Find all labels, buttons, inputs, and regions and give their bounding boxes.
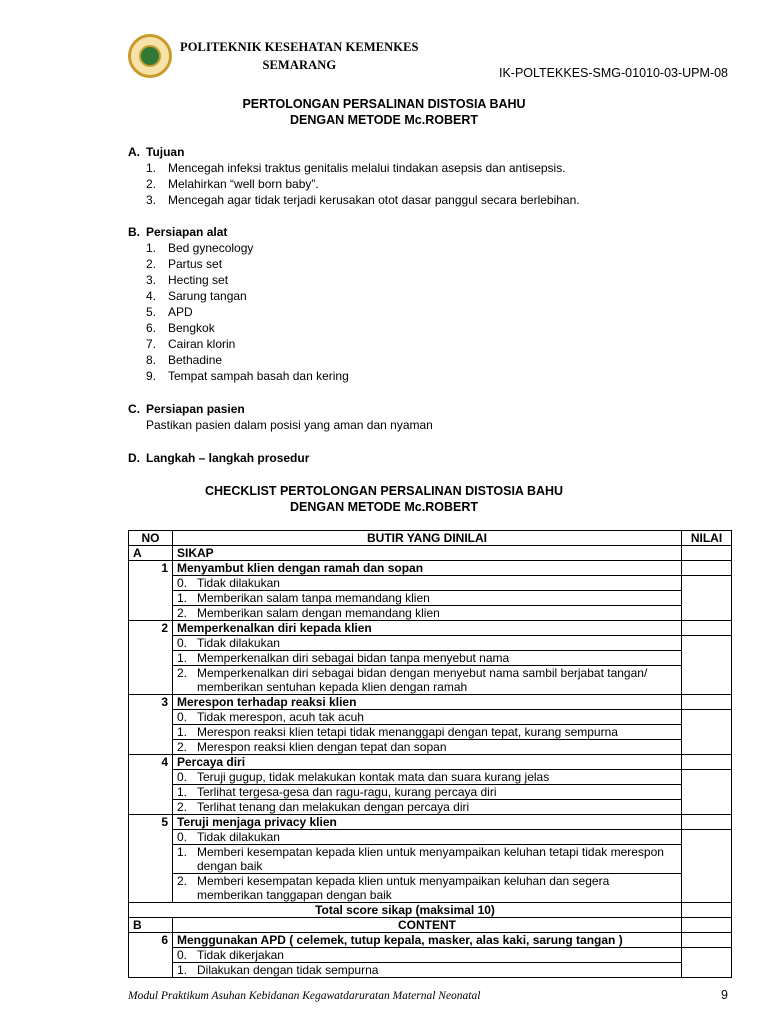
- score-input-cell[interactable]: [682, 770, 732, 815]
- option-row: [129, 785, 732, 800]
- item-number: 5: [129, 815, 173, 903]
- option-row: [129, 725, 732, 740]
- option-text: Memberikan salam dengan memandang klien: [197, 606, 440, 620]
- list-item: [128, 304, 349, 320]
- list-item-number: 2.: [146, 177, 157, 191]
- option-text: Terlihat tergesa-gesa dan ragu-ragu, kurang percaya diri: [197, 785, 497, 799]
- document-title: [0, 96, 768, 128]
- col-header-score: NILAI: [682, 531, 732, 546]
- section-persiapan-alat: [128, 224, 349, 384]
- score-cell: [682, 561, 732, 576]
- option-row: [129, 576, 732, 591]
- item-title: Percaya diri: [173, 755, 682, 770]
- option-number: 2.: [177, 874, 188, 888]
- list-item-text: Hecting set: [168, 273, 229, 287]
- total-row: [129, 903, 732, 918]
- institution-name-line1: POLITEKNIK KESEHATAN KEMENKES: [180, 40, 419, 54]
- section-langkah: [128, 450, 309, 466]
- list-item-text: Bengkok: [168, 321, 215, 335]
- option-number: 0.: [177, 948, 188, 962]
- option-text: Tidak dilakukan: [197, 636, 280, 650]
- option-number: 0.: [177, 636, 188, 650]
- document-code: IK-POLTEKKES-SMG-01010-03-UPM-08: [498, 66, 728, 80]
- item-title: Menggunakan APD ( celemek, tutup kepala, masker, alas kaki, sarung tangan ): [173, 933, 682, 948]
- table-row: [129, 561, 732, 576]
- alat-list: [128, 240, 349, 384]
- list-item-number: 4.: [146, 289, 157, 303]
- option-cell: [173, 770, 682, 785]
- tujuan-list: [128, 160, 580, 208]
- col-header-no: NO: [129, 531, 173, 546]
- checklist-table: [128, 530, 732, 978]
- option-row: [129, 830, 732, 845]
- list-item: [128, 320, 349, 336]
- option-number: 2.: [177, 666, 188, 680]
- list-item: [128, 192, 580, 208]
- emblem-icon: [128, 34, 172, 78]
- option-cell: [173, 666, 682, 695]
- option-text: Memperkenalkan diri sebagai bidan dengan menyebut nama sambil berjabat tangan/ memberikan sentuhan kepada klien dengan ramah: [197, 666, 648, 694]
- checklist-title: [0, 483, 768, 515]
- table-row: [129, 815, 732, 830]
- option-number: 2.: [177, 740, 188, 754]
- score-cell: [682, 546, 732, 561]
- option-number: 2.: [177, 606, 188, 620]
- option-number: 1.: [177, 785, 188, 799]
- col-header-item: BUTIR YANG DINILAI: [173, 531, 682, 546]
- list-item: [128, 272, 349, 288]
- score-input-cell[interactable]: [682, 710, 732, 755]
- list-item-text: Mencegah agar tidak terjadi kerusakan otot dasar panggul secara berlebihan.: [168, 193, 580, 207]
- option-cell: [173, 636, 682, 651]
- page-number: 9: [721, 988, 728, 1002]
- list-item-number: 7.: [146, 337, 157, 351]
- list-item-text: Mencegah infeksi traktus genitalis melalui tindakan asepsis dan antisepsis.: [168, 161, 566, 175]
- list-item-number: 9.: [146, 369, 157, 383]
- list-item: [128, 160, 580, 176]
- option-number: 1.: [177, 651, 188, 665]
- score-cell: [682, 933, 732, 948]
- score-cell: [682, 695, 732, 710]
- institution-name-line2: SEMARANG: [262, 58, 337, 72]
- option-number: 1.: [177, 591, 188, 605]
- option-cell: [173, 800, 682, 815]
- group-letter: B: [129, 918, 173, 933]
- section-heading: B. Persiapan alat: [128, 225, 228, 239]
- section-persiapan-pasien: [128, 401, 433, 433]
- list-item: [128, 240, 349, 256]
- option-cell: [173, 785, 682, 800]
- list-item-number: 1.: [146, 241, 157, 255]
- institution-name: [180, 38, 419, 74]
- list-item: [128, 352, 349, 368]
- option-row: [129, 770, 732, 785]
- list-item: [128, 336, 349, 352]
- option-row: [129, 874, 732, 903]
- option-row: [129, 636, 732, 651]
- list-item-text: Melahirkan “well born baby”.: [168, 177, 319, 191]
- option-row: [129, 710, 732, 725]
- option-text: Memperkenalkan diri sebagai bidan tanpa menyebut nama: [197, 651, 510, 665]
- list-item-number: 5.: [146, 305, 157, 319]
- option-number: 0.: [177, 770, 188, 784]
- list-item-text: Bed gynecology: [168, 241, 254, 255]
- list-item-text: Sarung tangan: [168, 289, 247, 303]
- list-item-text: APD: [168, 305, 193, 319]
- option-row: [129, 606, 732, 621]
- score-input-cell[interactable]: [682, 636, 732, 695]
- option-cell: [173, 845, 682, 874]
- option-cell: [173, 576, 682, 591]
- item-number: 6: [129, 933, 173, 978]
- option-number: 2.: [177, 800, 188, 814]
- option-text: Merespon reaksi klien dengan tepat dan sopan: [197, 740, 447, 754]
- list-item-text: Cairan klorin: [168, 337, 236, 351]
- list-item-number: 8.: [146, 353, 157, 367]
- checklist-title-line1: CHECKLIST PERTOLONGAN PERSALINAN DISTOSIA BAHU: [204, 484, 564, 498]
- option-number: 0.: [177, 576, 188, 590]
- score-input-cell[interactable]: [682, 576, 732, 621]
- checklist-title-line2: DENGAN METODE Mc.ROBERT: [290, 500, 478, 514]
- section-heading: C. Persiapan pasien: [128, 402, 245, 416]
- option-row: [129, 845, 732, 874]
- option-number: 1.: [177, 725, 188, 739]
- score-cell: [682, 918, 732, 933]
- option-text: Tidak merespon, acuh tak acuh: [197, 710, 364, 724]
- option-text: Tidak dilakukan: [197, 576, 280, 590]
- option-cell: [173, 948, 682, 963]
- option-text: Memberikan salam tanpa memandang klien: [197, 591, 430, 605]
- list-item-number: 3.: [146, 273, 157, 287]
- score-input-cell[interactable]: [682, 948, 732, 978]
- item-number: 2: [129, 621, 173, 695]
- score-cell: [682, 755, 732, 770]
- option-cell: [173, 830, 682, 845]
- option-cell: [173, 591, 682, 606]
- table-row: [129, 695, 732, 710]
- item-number: 4: [129, 755, 173, 815]
- score-cell: [682, 815, 732, 830]
- option-number: 1.: [177, 845, 188, 859]
- option-cell: [173, 740, 682, 755]
- group-label: SIKAP: [173, 546, 682, 561]
- group-letter: A: [129, 546, 173, 561]
- option-text: Merespon reaksi klien tetapi tidak menanggapi dengan tepat, kurang sempurna: [197, 725, 618, 739]
- option-text: Tidak dilakukan: [197, 830, 280, 844]
- option-row: [129, 948, 732, 963]
- item-title: Merespon terhadap reaksi klien: [173, 695, 682, 710]
- table-header-row: [129, 531, 732, 546]
- item-number: 1: [129, 561, 173, 621]
- list-item: [128, 256, 349, 272]
- total-score-cell[interactable]: [682, 903, 732, 918]
- list-item-text: Partus set: [168, 257, 223, 271]
- footer-module-name: Modul Praktikum Asuhan Kebidanan Kegawatdaruratan Maternal Neonatal: [128, 990, 481, 1002]
- table-row: [129, 621, 732, 636]
- group-label: CONTENT: [173, 918, 682, 933]
- group-row: [129, 546, 732, 561]
- section-heading: D. Langkah – langkah prosedur: [128, 451, 310, 465]
- list-item-text: Tempat sampah basah dan kering: [168, 369, 349, 383]
- item-number: 3: [129, 695, 173, 755]
- document-title-line2: DENGAN METODE Mc.ROBERT: [290, 113, 478, 127]
- option-row: [129, 963, 732, 978]
- option-row: [129, 800, 732, 815]
- option-number: 0.: [177, 710, 188, 724]
- list-item-number: 3.: [146, 193, 157, 207]
- list-item: [128, 288, 349, 304]
- option-row: [129, 651, 732, 666]
- list-item-number: 6.: [146, 321, 157, 335]
- institution-logo: [128, 34, 419, 78]
- section-tujuan: [128, 144, 580, 208]
- section-heading: A. Tujuan: [128, 145, 185, 159]
- item-title: Teruji menjaga privacy klien: [173, 815, 682, 830]
- group-row: [129, 918, 732, 933]
- total-label: Total score sikap (maksimal 10): [129, 903, 682, 918]
- option-cell: [173, 606, 682, 621]
- list-item-number: 2.: [146, 257, 157, 271]
- option-cell: [173, 963, 682, 978]
- option-row: [129, 740, 732, 755]
- list-item: [128, 368, 349, 384]
- option-number: 0.: [177, 830, 188, 844]
- score-input-cell[interactable]: [682, 830, 732, 903]
- item-title: Memperkenalkan diri kepada klien: [173, 621, 682, 636]
- option-text: Terlihat tenang dan melakukan dengan percaya diri: [197, 800, 470, 814]
- document-title-line1: PERTOLONGAN PERSALINAN DISTOSIA BAHU: [242, 97, 526, 111]
- option-cell: [173, 710, 682, 725]
- option-cell: [173, 725, 682, 740]
- option-row: [129, 591, 732, 606]
- option-text: Tidak dikerjakan: [197, 948, 284, 962]
- item-title: Menyambut klien dengan ramah dan sopan: [173, 561, 682, 576]
- option-cell: [173, 874, 682, 903]
- option-number: 1.: [177, 963, 188, 977]
- option-cell: [173, 651, 682, 666]
- list-item-text: Bethadine: [168, 353, 223, 367]
- persiapan-pasien-text: Pastikan pasien dalam posisi yang aman dan nyaman: [146, 418, 433, 432]
- option-text: Dilakukan dengan tidak sempurna: [197, 963, 379, 977]
- table-row: [129, 933, 732, 948]
- table-row: [129, 755, 732, 770]
- option-text: Teruji gugup, tidak melakukan kontak mata dan suara kurang jelas: [197, 770, 550, 784]
- list-item-number: 1.: [146, 161, 157, 175]
- option-text: Memberi kesempatan kepada klien untuk menyampaikan keluhan dan segera memberikan tanggapan dengan baik: [197, 874, 610, 902]
- list-item: [128, 176, 580, 192]
- option-row: [129, 666, 732, 695]
- option-text: Memberi kesempatan kepada klien untuk menyampaikan keluhan tetapi tidak merespon dengan baik: [197, 845, 664, 873]
- score-cell: [682, 621, 732, 636]
